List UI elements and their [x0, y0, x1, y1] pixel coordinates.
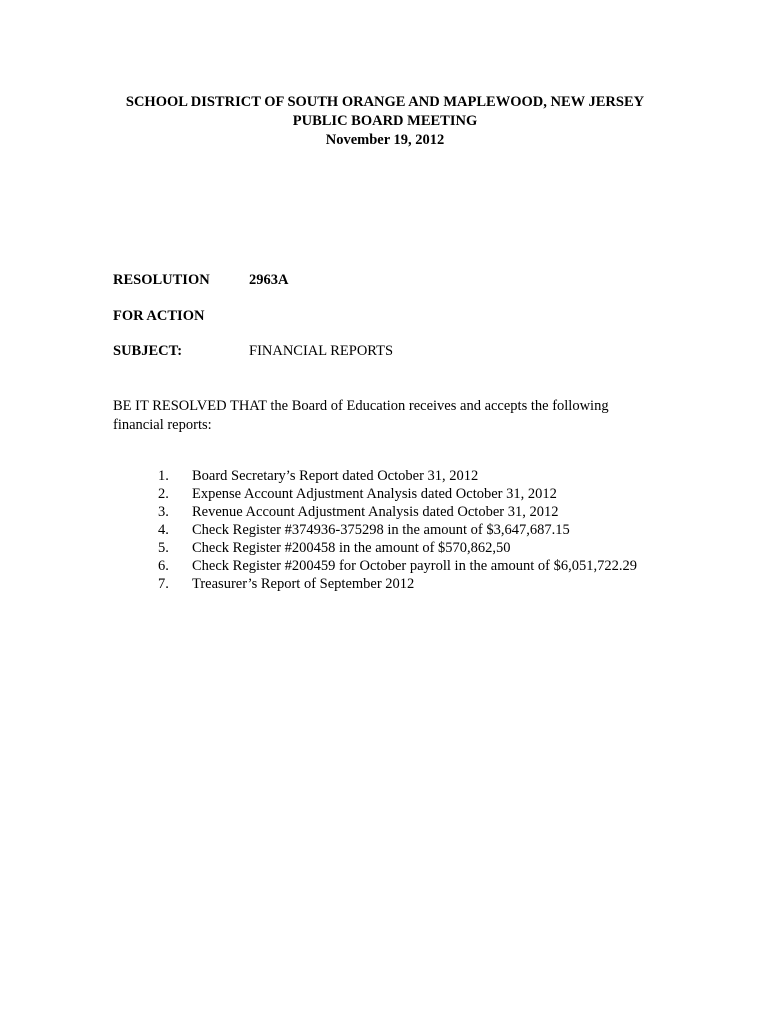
subject-value: FINANCIAL REPORTS	[249, 343, 394, 359]
subject-label: SUBJECT:	[113, 343, 183, 359]
list-item-text: Check Register #374936-375298 in the amount of $3,647,687.15	[192, 522, 570, 538]
list-item-number: 1.	[158, 468, 169, 484]
list-item-number: 2.	[158, 486, 169, 502]
resolution-label: RESOLUTION	[113, 272, 210, 288]
list-item-number: 6.	[158, 558, 169, 574]
meeting-date: November 19, 2012	[325, 132, 445, 148]
meeting-title: PUBLIC BOARD MEETING	[292, 113, 478, 129]
for-action-label: FOR ACTION	[113, 308, 205, 324]
resolution-body: BE IT RESOLVED THAT the Board of Education receives and accepts the following financial reports:	[113, 398, 609, 433]
list-item-text: Treasurer’s Report of September 2012	[192, 576, 415, 592]
list-item-text: Check Register #200458 in the amount of $570,862,50	[192, 540, 511, 556]
list-item-number: 7.	[158, 576, 169, 592]
list-item-text: Revenue Account Adjustment Analysis dated October 31, 2012	[192, 504, 559, 520]
list-item-number: 4.	[158, 522, 169, 538]
list-item-number: 5.	[158, 540, 169, 556]
district-title: SCHOOL DISTRICT OF SOUTH ORANGE AND MAPLEWOOD, NEW JERSEY	[125, 94, 645, 110]
list-item-text: Expense Account Adjustment Analysis dated October 31, 2012	[192, 486, 557, 502]
list-item-text: Board Secretary’s Report dated October 31, 2012	[192, 468, 479, 484]
list-item-text: Check Register #200459 for October payroll in the amount of $6,051,722.29	[192, 558, 637, 574]
list-item-number: 3.	[158, 504, 169, 520]
resolution-number: 2963A	[249, 272, 289, 288]
document-header	[0, 93, 770, 150]
